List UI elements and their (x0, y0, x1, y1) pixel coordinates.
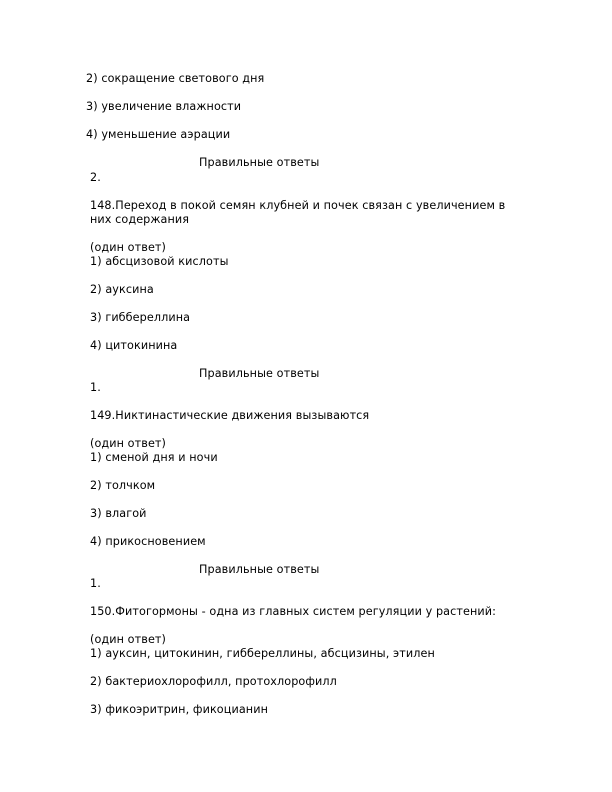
option-line: 4) уменьшение аэрации (86, 128, 231, 141)
correct-answer: 2. (90, 171, 101, 184)
correct-answer: 1. (90, 381, 101, 394)
option-line: 2) сокращение светового дня (86, 72, 265, 85)
answer-mode: (один ответ) (90, 437, 167, 450)
correct-answer: 1. (90, 577, 101, 590)
option-line: 4) цитокинина (90, 339, 178, 352)
correct-answers-label: Правильные ответы (199, 367, 320, 380)
option-line: 3) фикоэритрин, фикоцианин (90, 703, 268, 716)
option-line: 1) сменой дня и ночи (90, 451, 218, 464)
option-line: 2) бактериохлорофилл, протохлорофилл (90, 675, 337, 688)
question-title: 149.Никтинастические движения вызываются (90, 409, 370, 422)
option-line: 3) гиббереллина (90, 311, 191, 324)
option-line: 1) абсцизовой кислоты (90, 255, 229, 268)
option-line: 1) ауксин, цитокинин, гиббереллины, абсцизины, этилен (90, 647, 435, 660)
question-title: 148.Переход в покой семян клубней и почек связан с увеличением в них содержания (90, 199, 506, 226)
correct-answers-label: Правильные ответы (199, 156, 320, 169)
answer-mode: (один ответ) (90, 241, 167, 254)
option-line: 2) ауксина (90, 283, 154, 296)
option-line: 3) увеличение влажности (86, 100, 242, 113)
option-line: 3) влагой (90, 507, 147, 520)
option-line: 2) толчком (90, 479, 156, 492)
question-title: 150.Фитогормоны - одна из главных систем регуляции у растений: (90, 605, 497, 618)
answer-mode: (один ответ) (90, 633, 167, 646)
correct-answers-label: Правильные ответы (199, 563, 320, 576)
option-line: 4) прикосновением (90, 535, 206, 548)
